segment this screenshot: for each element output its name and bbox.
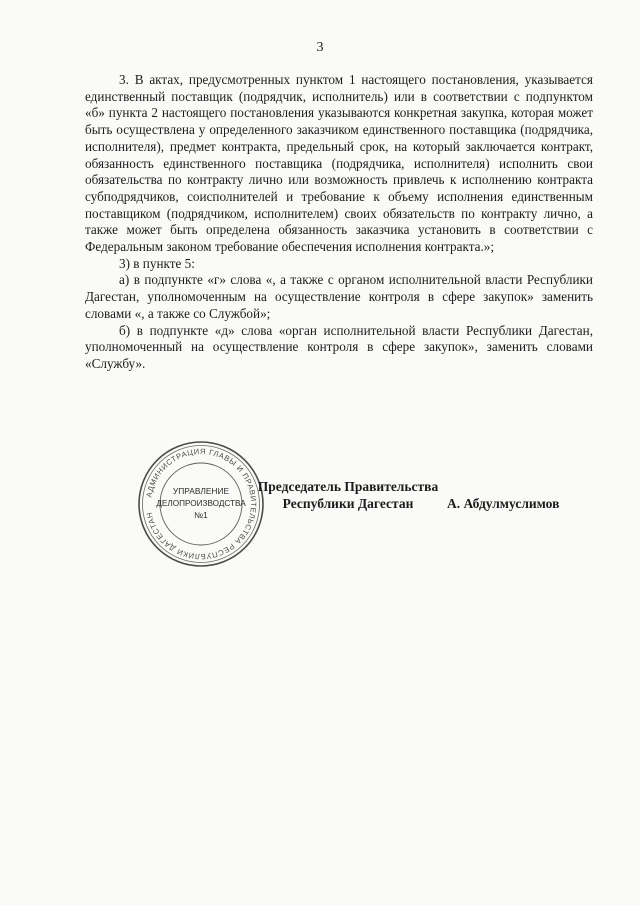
paragraph-subpoint-d: б) в подпункте «д» слова «орган исполнительной власти Республики Дагестан, уполномоченный на осуществление контроля в сфере закупок», заменить словами «Службу».: [85, 322, 593, 371]
signatory-title: [228, 478, 468, 512]
stamp-line-2: ДЕЛОПРОИЗВОДСТВА: [156, 499, 246, 508]
signature-block: [0, 478, 640, 518]
document-body: [85, 72, 593, 373]
stamp-line-3: №1: [194, 510, 208, 520]
signatory-title-line-1: Председатель Правительства: [257, 479, 439, 494]
signatory-title-line-2: Республики Дагестан: [282, 496, 414, 511]
stamp-line-1: УПРАВЛЕНИЕ: [172, 486, 230, 496]
paragraph-item-3-acts: 3. В актах, предусмотренных пунктом 1 настоящего постановления, указывается единственный поставщик (подрядчик, исполнитель) или в соответствии с подпунктом «б» пункта 2 настоящего постановления указываются конкретная закупка, которая может быть осуществлена у определенного заказчиком единственного поставщика (подрядчика, исполнителя), предмет контракта, предельный срок, на который заключается контракт, обязанность единственного поставщика (подрядчика, исполнителя) исполнить свои обязательства по контракту лично или возможность привлечь к исполнению контракта субподрядчиков, соисполнителей и требование к объему исполнения единственным поставщиком (подрядчиком, исполнителем) своих обязательств по контракту лично, а также может быть определена обязанность заказчика установить в соответствии с Федеральным законом требование обеспечения исполнения контракта.»;: [85, 72, 593, 255]
paragraph-subpoint-g: а) в подпункте «г» слова «, а также с органом исполнительной власти Республики Дагестан, уполномоченным на осуществление контроля в сфере закупок» заменить словами «, а также со Службой»;: [85, 272, 593, 321]
stamp-ring-text: АДМИНИСТРАЦИЯ ГЛАВЫ И ПРАВИТЕЛЬСТВА РЕСПУБЛИКИ ДАГЕСТАН: [144, 446, 259, 562]
paragraph-point-5: 3) в пункте 5:: [119, 255, 195, 271]
signatory-name: А. Абдулмуслимов: [447, 496, 560, 511]
page-number: 3: [316, 40, 324, 55]
